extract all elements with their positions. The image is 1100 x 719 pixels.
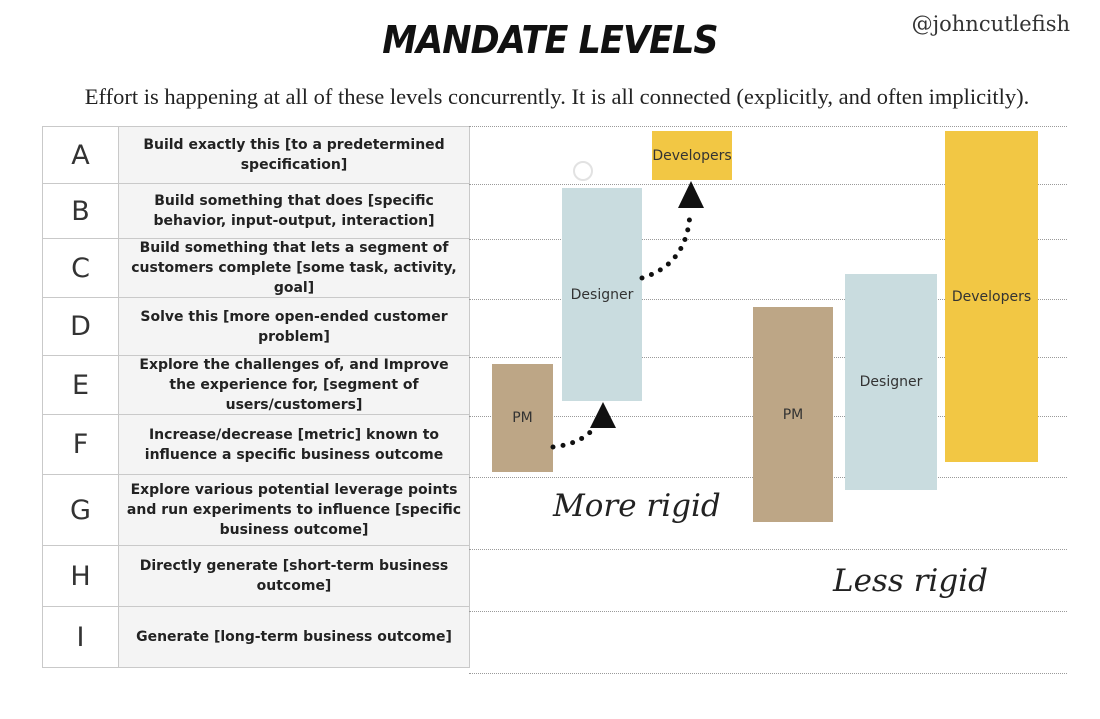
author-handle: @johncutlefish [911,12,1070,36]
level-description: Build something that does [specific behavior, input-output, interaction] [119,184,470,239]
small-circle-icon [574,162,592,180]
page-title: MANDATE LEVELS [382,18,718,62]
level-description: Explore the challenges of, and Improve the experience for, [segment of users/customers] [119,356,470,415]
more-rigid-label: More rigid [553,488,721,524]
pm-to-designer-arrowhead-icon [590,402,616,428]
level-letter: C [43,239,119,298]
level-letter: I [43,607,119,668]
level-description: Directly generate [short-term business outcome] [119,546,470,607]
level-letter: E [43,356,119,415]
level-letter: D [43,298,119,356]
level-description: Build exactly this [to a predetermined specification] [119,127,470,184]
more-rigid-pm-block: PM [492,364,553,472]
level-letter: F [43,415,119,475]
subtitle: Effort is happening at all of these levels concurrently. It is all connected (explicitly, and often implicitly). [84,84,1030,109]
level-letter: H [43,546,119,607]
less-rigid-label: Less rigid [833,563,988,599]
level-description: Build something that lets a segment of customers complete [some task, activity, goal] [119,239,470,298]
less-rigid-developers-block: Developers [945,131,1038,462]
more-rigid-developers-block: Developers [652,131,732,180]
pm-to-designer-arrow [553,426,596,447]
more-rigid-designer-block: Designer [562,188,642,401]
less-rigid-pm-block: PM [753,307,833,522]
designer-to-developers-arrowhead-icon [678,181,704,208]
level-description: Solve this [more open-ended customer problem] [119,298,470,356]
less-rigid-designer-block: Designer [845,274,937,490]
level-description: Increase/decrease [metric] known to influence a specific business outcome [119,415,470,475]
level-description: Generate [long-term business outcome] [119,607,470,668]
level-letter: B [43,184,119,239]
level-description: Explore various potential leverage points and run experiments to influence [specific business outcome] [119,475,470,546]
designer-to-developers-arrow [642,212,690,278]
level-letter: A [43,127,119,184]
level-letter: G [43,475,119,546]
